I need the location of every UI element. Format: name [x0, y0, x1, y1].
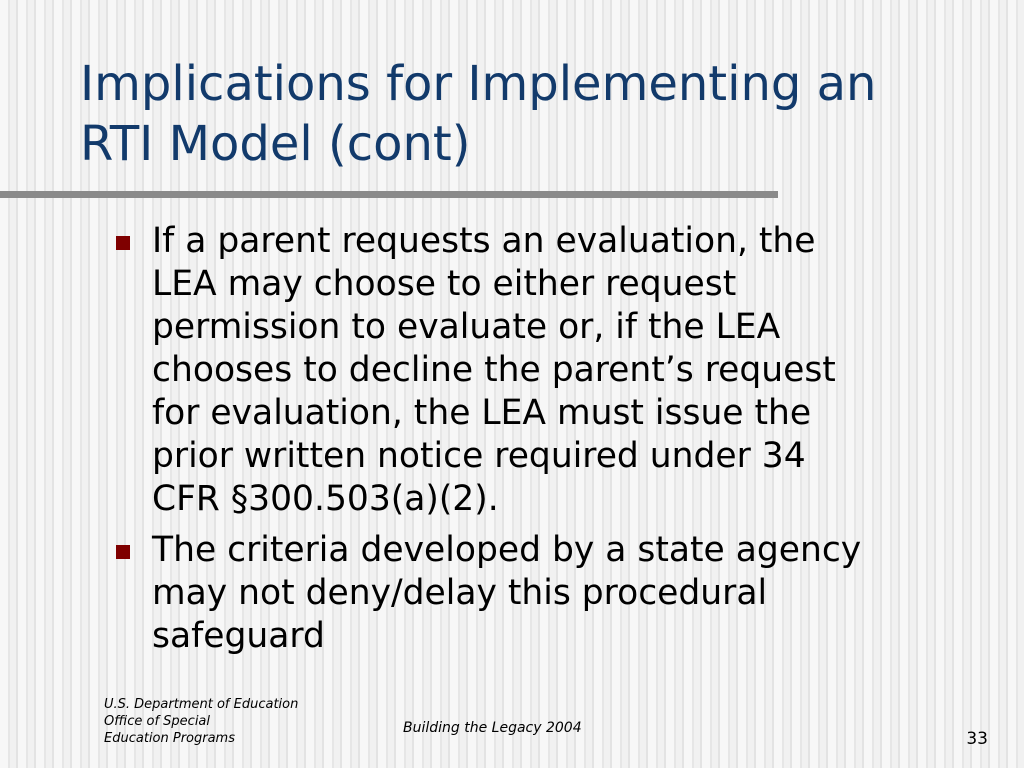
bullet-item-1	[112, 220, 992, 521]
title-divider	[0, 191, 778, 198]
footer-organization-line-2: Office of Special	[104, 714, 211, 729]
bullet-1-line-7: CFR §300.503(a)(2).	[152, 479, 499, 519]
slide-page-number: 33	[966, 729, 988, 749]
footer-organization	[104, 696, 298, 747]
bullet-1-line-2: LEA may choose to either request	[152, 264, 737, 304]
title-line-1: Implications for Implementing an	[80, 56, 877, 112]
bullet-1-line-5: for evaluation, the LEA must issue the	[152, 393, 812, 433]
bullet-2-line-2: may not deny/delay this procedural	[152, 573, 768, 613]
slide-title	[80, 54, 980, 174]
bullet-1-line-3: permission to evaluate or, if the LEA	[152, 307, 781, 347]
bullet-list	[112, 220, 992, 658]
footer-organization-line-1: U.S. Department of Education	[104, 697, 299, 712]
square-bullet-icon	[116, 545, 130, 559]
bullet-2-line-1: The criteria developed by a state agency	[152, 530, 862, 570]
footer-event-title: Building the Legacy 2004	[403, 720, 582, 736]
title-line-2: RTI Model (cont)	[80, 116, 471, 172]
footer-organization-line-3: Education Programs	[104, 731, 235, 746]
bullet-item-2	[112, 529, 992, 658]
square-bullet-icon	[116, 236, 130, 250]
bullet-1-line-4: chooses to decline the parent’s request	[152, 350, 836, 390]
bullet-1-line-1: If a parent requests an evaluation, the	[152, 221, 816, 261]
bullet-1-line-6: prior written notice required under 34	[152, 436, 806, 476]
bullet-2-line-3: safeguard	[152, 616, 325, 656]
